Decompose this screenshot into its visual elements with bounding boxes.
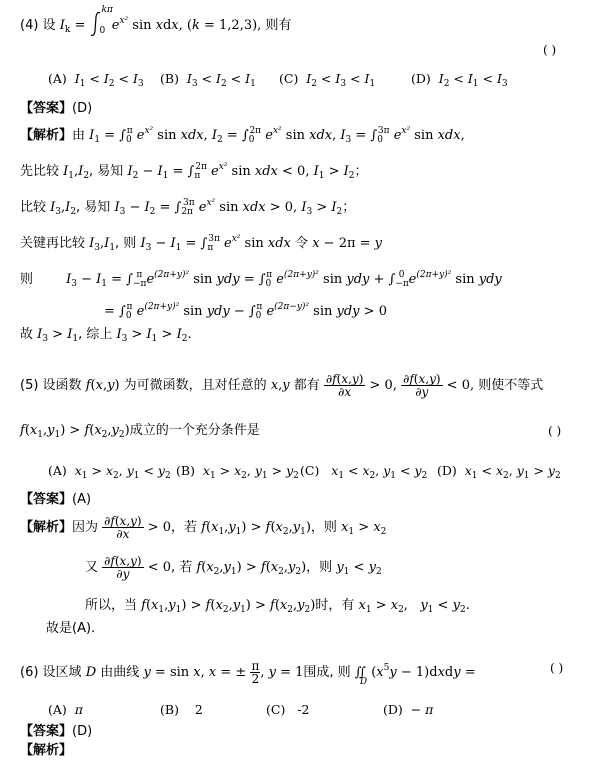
q5-analysis-line-1: 【解析】因为 $\frac{\partial f(x,y)}{\partial x}$ > 0，若 $f(x_1,y_1) > f(x_2,y_1)$，则 $x_1 > x_2$ bbox=[20, 514, 387, 541]
q5-answer: 【答案】(A) bbox=[20, 492, 92, 507]
q5-analysis-line-3: 所以，当 $f(x_1,y_1) > f(x_2,y_1) > f(x_2,y_2)$时，有 $x_1 > x_2$, $y_1 < y_2$. bbox=[85, 598, 470, 615]
q4-analysis-line-4: 关键再比较 $I_3,I_1$, 则 $I_3 - I_1 = \int_\pi^{3\pi}$ $e^{x^2}$ sin xdx 令 x − 2π = y bbox=[20, 234, 383, 253]
q4-analysis-line-2: 先比较 $I_1,I_2$, 易知 $I_2 - I_1 = \int_\pi^{2\pi}$ $e^{x^2}$ sin xdx < 0, $I_1 > I_2$； bbox=[20, 162, 368, 181]
q4-option-b: (B) $I_3 < I_2 < I_1$ bbox=[160, 71, 256, 89]
q4-answer-paren: ( ) bbox=[543, 43, 557, 57]
q5-stem: (5) 设函数 f(x,y) 为可微函数，且对任意的 x,y 都有 $\frac{\partial f(x,y)}{\partial x}$ > 0, $\frac{\partial f(x,y)}{\partial y}$ < 0, 则使不等式 bbox=[20, 372, 544, 399]
q6-answer: 【答案】(D) bbox=[20, 724, 93, 739]
q5-option-a: (A) $x_1 > x_2$, $y_1 < y_2$ bbox=[48, 463, 171, 481]
q5-analysis-line-4: 故是(A). bbox=[46, 621, 96, 636]
q6-analysis-tag: 【解析】 bbox=[20, 743, 73, 758]
q4-analysis-line-5: 则 $I_3 - I_1 = \int_{-\pi}^\pi$ $e^{(2\pi+y)^2}$ sin ydy = $\int_0^\pi$ $e^{(2\pi+y)^2}$ sin ydy + $\int_{-\pi}^0$ $e^{(2\pi+y)^2}$ sin ydy bbox=[20, 270, 502, 289]
q4-analysis-line-1: 【解析】由 $I_1 = \int_0^\pi$ $e^{x^2}$ sin xdx, $I_2 = \int_0^{2\pi}$ $e^{x^2}$ sin xdx, $I_3 = \int_0^{3\pi}$ $e^{x^2}$ sin xdx, bbox=[20, 126, 465, 145]
q4-analysis-line-6: = $\int_0^\pi$ $e^{(2\pi+y)^2}$ sin ydy − $\int_0^\pi$ $e^{(2\pi-y)^2}$ sin ydy > 0 bbox=[104, 302, 387, 321]
q5-option-c: (C) $x_1 < x_2$, $y_1 < y_2$ bbox=[300, 463, 428, 481]
q4-answer: 【答案】(D) bbox=[20, 101, 93, 116]
q6-option-c: (C) -2 bbox=[266, 702, 310, 717]
q6-answer-paren: ( ) bbox=[550, 661, 564, 675]
q4-stem: (4) 设 $I_k$ = kπ 0 $e^{x^2}$ sin xdx, (k = 1,2,3), 则有 bbox=[20, 5, 292, 36]
q4-analysis-line-7: 故 $I_3 > I_1$, 综上 $I_3 > I_1 > I_2$. bbox=[20, 327, 192, 344]
q5-option-b: (B) $x_1 > x_2$, $y_1 > y_2$ bbox=[176, 463, 299, 481]
q5-analysis-line-2: 又 $\frac{\partial f(x,y)}{\partial y}$ < 0, 若 $f(x_2,y_1) > f(x_2,y_2)$，则 $y_1 < y_2$ bbox=[85, 554, 382, 581]
q4-option-d: (D) $I_2 < I_1 < I_3$ bbox=[411, 71, 508, 89]
q5-option-d: (D) $x_1 < x_2$, $y_1 > y_2$ bbox=[437, 463, 561, 481]
q6-option-d: (D) − π bbox=[383, 702, 434, 717]
q4-option-a: (A) $I_1 < I_2 < I_3$ bbox=[48, 71, 144, 89]
q6-stem: (6) 设区域 D 由曲线 y = sin x, x = ± $\frac{\pi}{2}$ , y = 1围成, 则 $∬_D$ ($x^5y$ − 1)dxdy = bbox=[20, 659, 476, 687]
q5-answer-paren: ( ) bbox=[548, 424, 562, 438]
q4-analysis-line-3: 比较 $I_3,I_2$, 易知 $I_3 - I_2 = \int_{2\pi}^{3\pi}$ $e^{x^2}$ sin xdx > 0, $I_3 > I_2$； bbox=[20, 198, 356, 217]
q6-option-b: (B) 2 bbox=[160, 702, 203, 717]
q6-option-a: (A) π bbox=[48, 702, 83, 717]
q4-option-c: (C) $I_2 < I_3 < I_1$ bbox=[279, 71, 376, 89]
q5-stem-2: $f(x_1,y_1) > f(x_2,y_2)$成立的一个充分条件是 bbox=[20, 423, 260, 440]
